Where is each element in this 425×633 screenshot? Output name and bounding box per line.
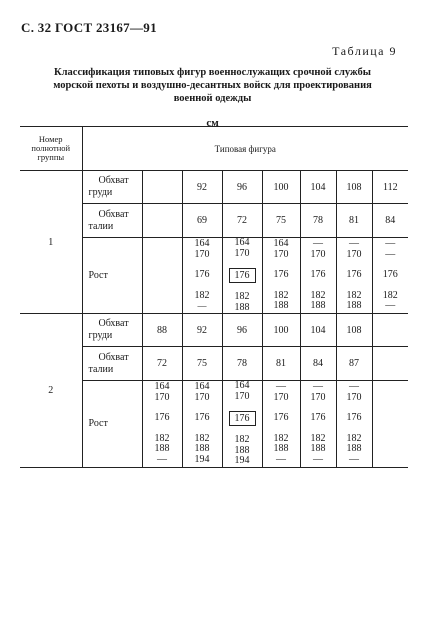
table-cell: 69 <box>182 204 222 238</box>
table-cell <box>142 238 182 314</box>
table-cell: 112 <box>372 171 408 204</box>
table-cell <box>142 171 182 204</box>
table-cell <box>372 347 408 381</box>
table-cell: 164 170 176 182 188 <box>262 238 300 314</box>
table-cell: 75 <box>182 347 222 381</box>
table-number: Таблица 9 <box>332 44 397 58</box>
group2-chest-label: Обхват груди <box>82 314 142 347</box>
group1-number: 1 <box>20 171 82 314</box>
group-number-header: Номер полнотной группы <box>20 127 82 171</box>
group1-chest-label: Обхват груди <box>82 171 142 204</box>
table-cell: 164 170 176 182 188 — <box>142 381 182 468</box>
table-cell <box>142 204 182 238</box>
table-cell: 96 <box>222 314 262 347</box>
table-cell: 108 <box>336 171 372 204</box>
highlighted-value: 176 <box>229 268 256 283</box>
table-cell: — 170 176 182 188 <box>300 238 336 314</box>
table-cell: 72 <box>142 347 182 381</box>
table-cell: 84 <box>372 204 408 238</box>
table-cell: 104 <box>300 314 336 347</box>
table-cell: 88 <box>142 314 182 347</box>
table-cell: 164 170 176 182 188 194 <box>182 381 222 468</box>
classification-table <box>20 126 408 468</box>
table-cell: 100 <box>262 171 300 204</box>
table-cell: 104 <box>300 171 336 204</box>
title-line-3: военной одежды <box>173 93 252 104</box>
typical-figure-header: Типовая фигура <box>82 127 408 171</box>
group1-height-label: Рост <box>82 238 142 314</box>
group2-chest-row <box>20 314 408 347</box>
title-line-2: морской пехоты и воздушно-десантных войск для проектирования <box>53 80 372 91</box>
table-cell: 92 <box>182 171 222 204</box>
table-cell: 81 <box>262 347 300 381</box>
table-cell <box>372 314 408 347</box>
page-header: С. 32 ГОСТ 23167—91 <box>21 20 157 35</box>
table-cell: — 170 176 182 188 <box>336 238 372 314</box>
unit-label: см <box>206 117 219 129</box>
table-title <box>40 66 385 105</box>
table-cell: 72 <box>222 204 262 238</box>
group2-height-label: Рост <box>82 381 142 468</box>
table-cell: 92 <box>182 314 222 347</box>
group1-waist-label: Обхват талии <box>82 204 142 238</box>
table-cell: 78 <box>222 347 262 381</box>
table-cell: 78 <box>300 204 336 238</box>
group2-number: 2 <box>20 314 82 468</box>
table-cell <box>372 381 408 468</box>
table-cell: 164 170 176 182 — <box>182 238 222 314</box>
table-cell: — 170 176 182 188 — <box>300 381 336 468</box>
table-cell: — 170 176 182 188 — <box>262 381 300 468</box>
table-cell: 75 <box>262 204 300 238</box>
table-cell: 87 <box>336 347 372 381</box>
title-line-1: Классификация типовых фигур военнослужащих срочной службы <box>54 67 371 78</box>
table-cell: 96 <box>222 171 262 204</box>
table-cell: 81 <box>336 204 372 238</box>
group2-waist-label: Обхват талии <box>82 347 142 381</box>
table-cell: 164 170 176 182 188 194 <box>222 381 262 468</box>
table-cell: — 170 176 182 188 — <box>336 381 372 468</box>
table-cell: 84 <box>300 347 336 381</box>
highlighted-value: 176 <box>229 411 256 426</box>
table-cell: 164 170 176 182 188 <box>222 238 262 314</box>
table-cell: — — 176 182 — <box>372 238 408 314</box>
header-row <box>20 127 408 171</box>
table-cell: 100 <box>262 314 300 347</box>
table-cell: 108 <box>336 314 372 347</box>
group1-chest-row <box>20 171 408 204</box>
